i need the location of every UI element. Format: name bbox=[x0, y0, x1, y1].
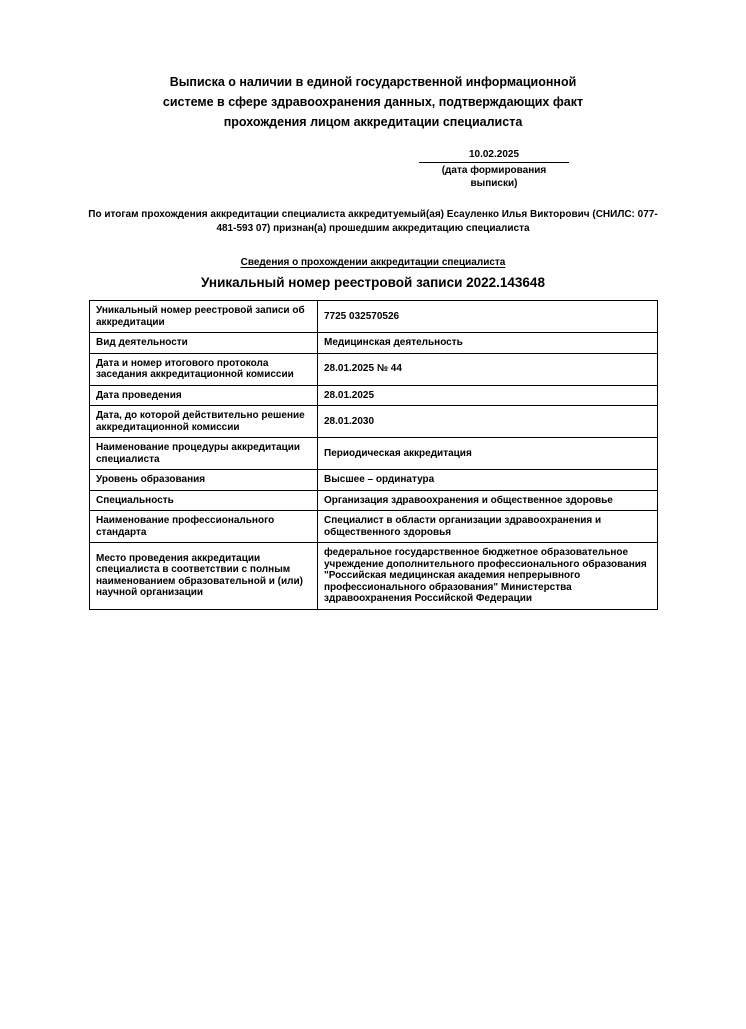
row-label: Вид деятельности bbox=[90, 333, 318, 354]
extract-date: 10.02.2025 bbox=[419, 148, 569, 163]
document-title-line: системе в сфере здравоохранения данных, подтверждающих факт bbox=[162, 95, 584, 109]
row-label: Уровень образования bbox=[90, 470, 318, 491]
row-label: Дата и номер итогового протокола заседания аккредитационной комиссии bbox=[90, 353, 318, 385]
row-value: Высшее – ординатура bbox=[318, 470, 658, 491]
row-value: Организация здравоохранения и общественное здоровье bbox=[318, 490, 658, 511]
document-title-line: Выписка о наличии в единой государственной информационной bbox=[169, 75, 577, 89]
row-label: Специальность bbox=[90, 490, 318, 511]
row-value: 7725 032570526 bbox=[318, 301, 658, 333]
document-title-line: прохождения лицом аккредитации специалиста bbox=[223, 115, 523, 129]
extract-date-caption: (дата формирования выписки) bbox=[441, 165, 547, 189]
table-row bbox=[90, 490, 658, 511]
row-value: 28.01.2025 bbox=[318, 385, 658, 406]
row-value: федеральное государственное бюджетное образовательное учреждение дополнительного профессионального образования "Российская медицинская академия непрерывного профессионального образования" Министерства здравоохранения Российской Федерации bbox=[318, 543, 658, 610]
row-label: Дата, до которой действительно решение аккредитационной комиссии bbox=[90, 406, 318, 438]
registry-number-heading: Уникальный номер реестровой записи 2022.143648 bbox=[201, 275, 545, 290]
row-value: Медицинская деятельность bbox=[318, 333, 658, 354]
table-row bbox=[90, 543, 658, 610]
section-heading: Сведения о прохождении аккредитации специалиста bbox=[240, 257, 506, 268]
document-title bbox=[80, 72, 666, 132]
accreditation-summary-paragraph: По итогам прохождения аккредитации специалиста аккредитуемый(ая) Есауленко Илья Викторович (СНИЛС: 077-481-593 07) признан(а) прошедшим аккредитацию специалиста bbox=[88, 209, 658, 234]
row-label: Уникальный номер реестровой записи об аккредитации bbox=[90, 301, 318, 333]
table-row bbox=[90, 511, 658, 543]
table-row bbox=[90, 406, 658, 438]
row-label: Место проведения аккредитации специалиста в соответствии с полным наименованием образовательной и (или) научной организации bbox=[90, 543, 318, 610]
row-value: 28.01.2030 bbox=[318, 406, 658, 438]
row-value: 28.01.2025 № 44 bbox=[318, 353, 658, 385]
row-value: Периодическая аккредитация bbox=[318, 438, 658, 470]
accreditation-details-table bbox=[89, 300, 658, 610]
table-row bbox=[90, 470, 658, 491]
table-row bbox=[90, 385, 658, 406]
table-row bbox=[90, 301, 658, 333]
table-row bbox=[90, 353, 658, 385]
table-row bbox=[90, 438, 658, 470]
extract-date-block bbox=[419, 148, 569, 190]
table-row bbox=[90, 333, 658, 354]
row-label: Наименование профессионального стандарта bbox=[90, 511, 318, 543]
row-value: Специалист в области организации здравоохранения и общественного здоровья bbox=[318, 511, 658, 543]
row-label: Наименование процедуры аккредитации специалиста bbox=[90, 438, 318, 470]
row-label: Дата проведения bbox=[90, 385, 318, 406]
